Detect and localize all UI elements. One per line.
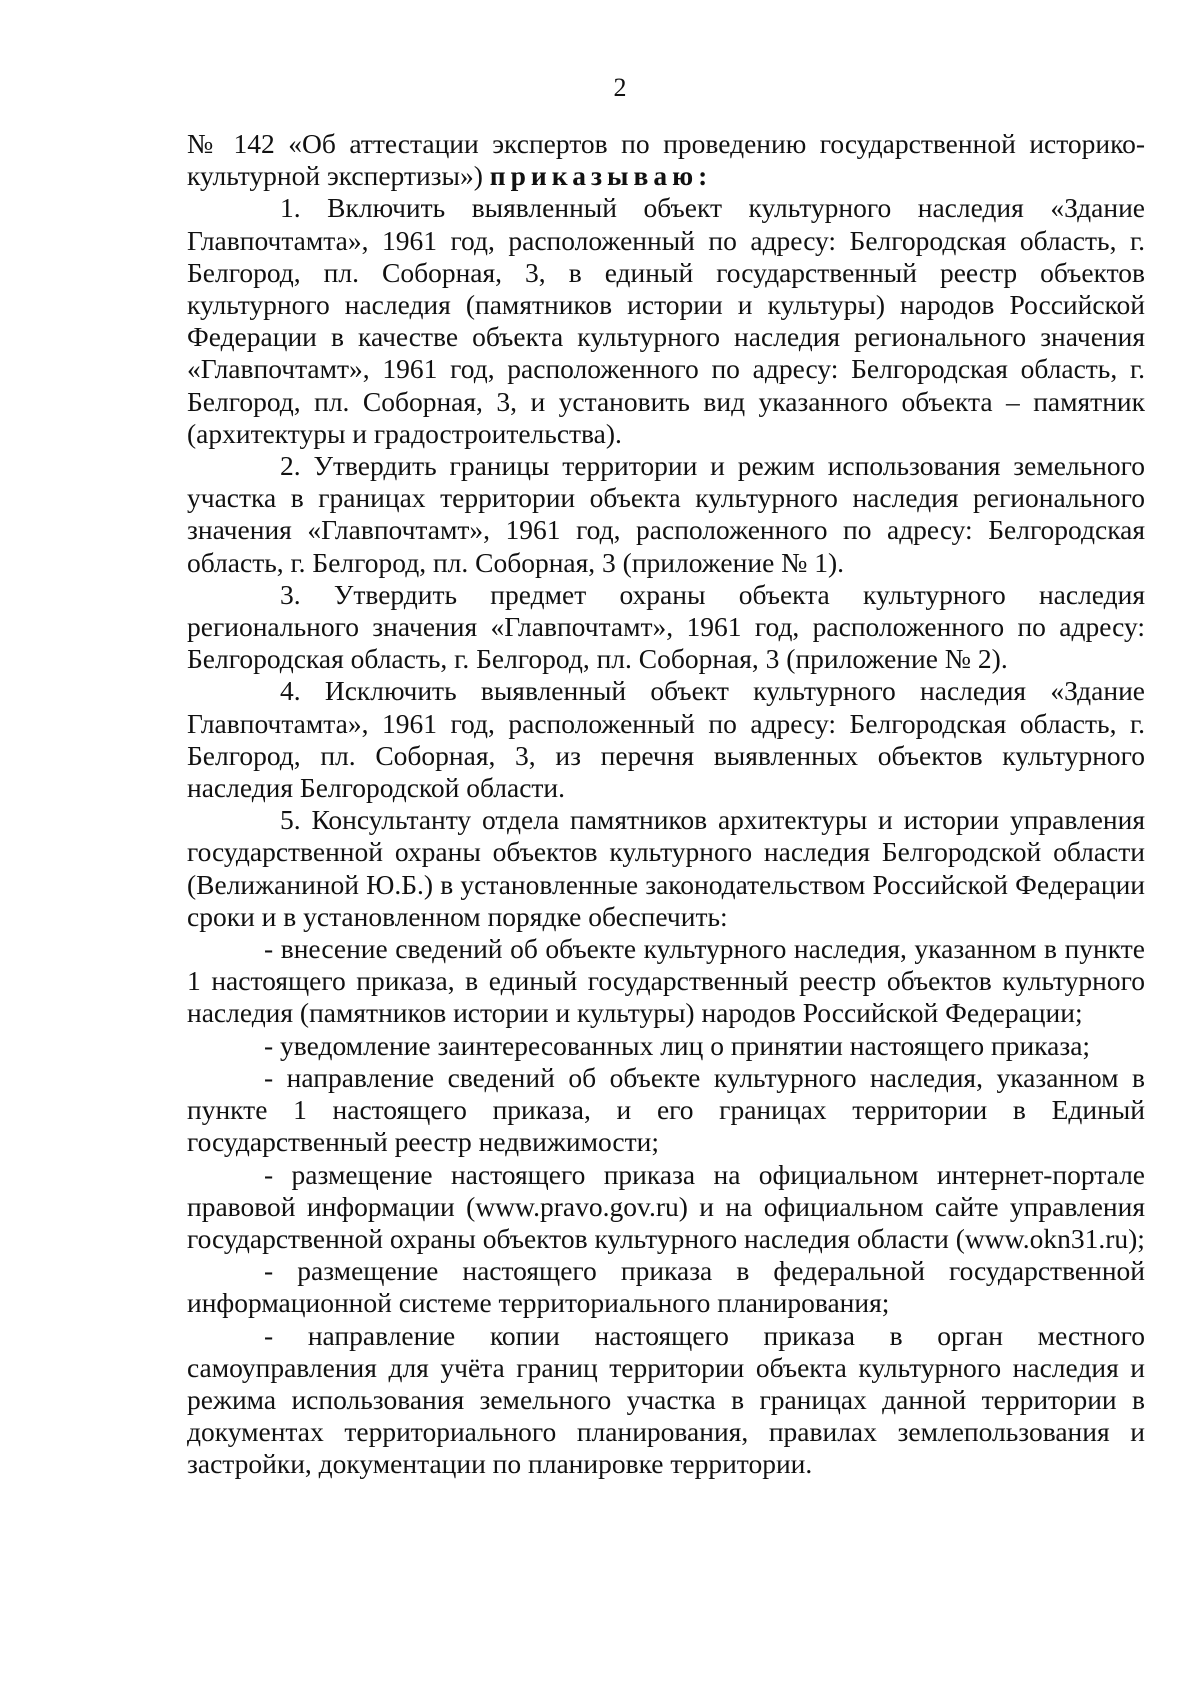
order-item-2: 2. Утвердить границы территории и режим использования земельного участка в границах территории объекта культурного наследия регионального значения «Главпочтамт», 1961 год, расположенного по адресу: Белгородская область, г. Белгород, пл. Соборная, 3 (приложение № 1). (187, 450, 1145, 578)
page-number: 2 (613, 73, 627, 102)
sub-item-notification: - уведомление заинтересованных лиц о принятии настоящего приказа; (264, 1029, 1091, 1061)
sub-item-local-government: - направление копии настоящего приказа в орган местного самоуправления для учёта границ территории объекта культурного наследия и режима использования земельного участка в границах данной территории в документах территориального планирования, правилах землепользования и застройки, документации по планировке территории. (187, 1319, 1145, 1480)
document-body (187, 128, 1145, 1481)
sub-item-registry: - внесение сведений об объекте культурного наследия, указанном в пункте 1 настоящего приказа, в единый государственный реестр объектов культурного наследия (памятников истории и культуры) народов Российской Федерации; (187, 933, 1145, 1029)
order-command: приказываю: (489, 160, 713, 192)
sub-item-real-estate-registry: - направление сведений об объекте культурного наследия, указанном в пункте 1 настоящего приказа, и его границах территории в Единый государственный реестр недвижимости; (187, 1061, 1145, 1158)
intro-text: № 142 «Об аттестации экспертов по проведению государственной историко-культурной экспертизы») (187, 128, 1145, 192)
sub-item-planning-system: - размещение настоящего приказа в федеральной государственной информационной системе территориального планирования; (187, 1255, 1145, 1319)
sub-item-publication: - размещение настоящего приказа на официальном интернет-портале правовой информации (www.pravo.gov.ru) и на официальном сайте управления государственной охраны объектов культурного наследия области (www.okn31.ru); (187, 1158, 1145, 1254)
order-item-3: 3. Утвердить предмет охраны объекта культурного наследия регионального значения «Главпочтамт», 1961 год, расположенного по адресу: Белгородская область, г. Белгород, пл. Соборная, 3 (приложение № 2). (187, 578, 1145, 675)
order-item-5: 5. Консультанту отдела памятников архитектуры и истории управления государственной охраны объектов культурного наследия Белгородской области (Велижаниной Ю.Б.) в установленные законодательством Российской Федерации сроки и в установленном порядке обеспечить: (187, 804, 1145, 932)
intro-paragraph (187, 128, 1145, 192)
order-item-4: 4. Исключить выявленный объект культурного наследия «Здание Главпочтамта», 1961 год, расположенный по адресу: Белгородская область, г. Белгород, пл. Соборная, 3, из перечня выявленных объектов культурного наследия Белгородской области. (187, 675, 1145, 804)
order-item-1: 1. Включить выявленный объект культурного наследия «Здание Главпочтамта», 1961 год, расположенный по адресу: Белгородская область, г. Белгород, пл. Соборная, 3, в единый государственный реестр объектов культурного наследия (памятников истории и культуры) народов Российской Федерации в качестве объекта культурного наследия регионального значения «Главпочтамт», 1961 год, расположенного по адресу: Белгородская область, г. Белгород, пл. Соборная, 3, и установить вид указанного объекта – памятник (архитектуры и градостроительства). (187, 192, 1145, 449)
